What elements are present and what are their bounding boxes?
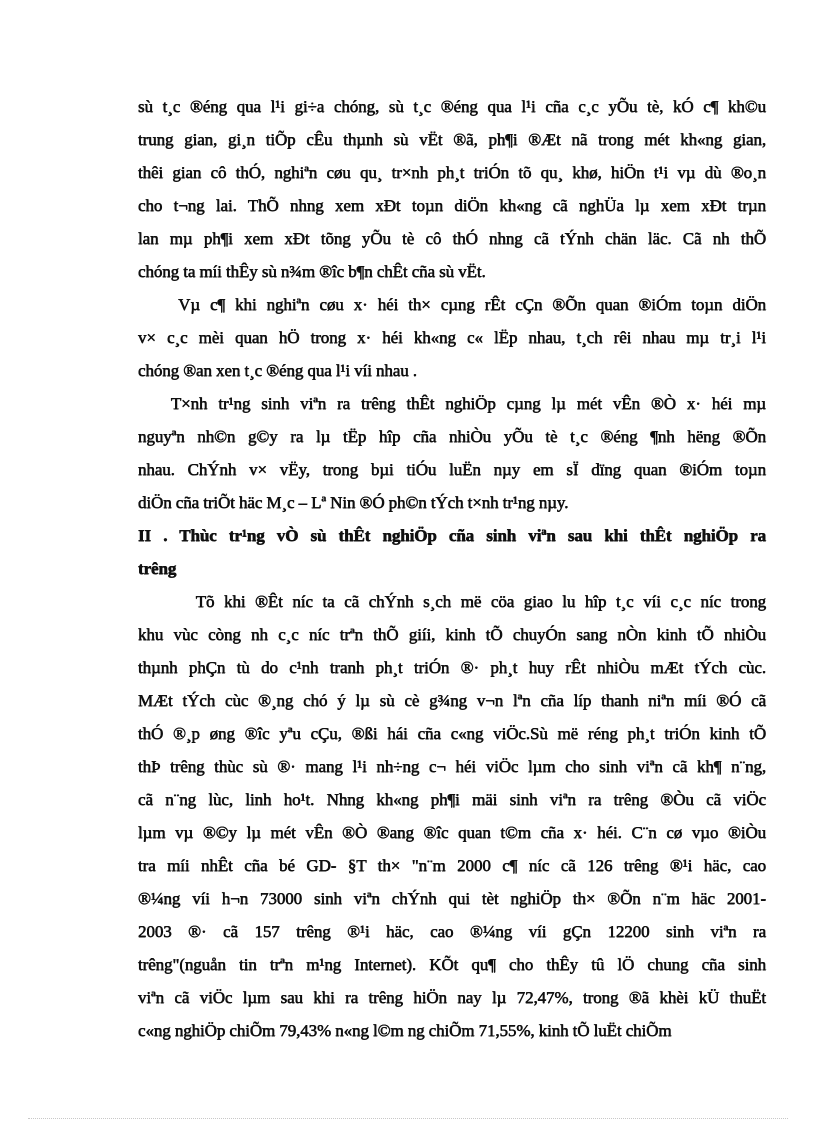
text-line: trêng [138,559,177,578]
text-line: MÆt tÝch cùc ®¸ng chó ý lµ sù cè g¾ng v¬n lªn cña líp thanh niªn míi ®Ó cã [138,691,766,710]
text-line: nhau. ChÝnh v× vËy, trong bµi tiÓu luËn nµy em sÏ dïng quan ®iÓm toµn [138,460,766,479]
text-line: diÖn cña triÕt häc M¸c – Lª Nin ®Ó ph©n tÝch t×nh tr¹ng nµy. [138,493,569,512]
text-line: viªn cã viÖc lµm sau khi ra trêng hiÖn nay lµ 72,47%, trong ®ã khèi kÜ thuËt [138,988,766,1007]
text-line: cho t¬ng lai. ThÕ nhng xem xÐt toµn diÖn kh«ng cã nghÜa lµ xem xÐt trµn [138,196,766,215]
text-line: lan mµ ph¶i xem xÐt tõng yÕu tè cô thÓ nhng cã tÝnh chän läc. Cã nh thÕ [138,229,766,248]
text-line: Tõ khi ®Êt níc ta cã chÝnh s¸ch më cöa giao lu hîp t¸c víi c¸c níc trong [138,592,766,611]
text-line: sù t¸c ®éng qua l¹i gi÷a chóng, sù t¸c ®éng qua l¹i cña c¸c yÕu tè, kÓ c¶ kh©u [138,97,766,116]
page-bottom-rule [28,1118,788,1119]
text-line: thµnh phÇn tù do c¹nh tranh ph¸t triÓn ®· ph¸t huy rÊt nhiÒu mÆt tÝch cùc. [138,658,766,677]
paragraph [138,585,766,1047]
text-line: T×nh tr¹ng sinh viªn ra trêng thÊt nghiÖp cµng lµ mét vÊn ®Ò x· héi mµ [138,394,766,413]
text-line: 2003 ®· cã 157 trêng ®¹i häc, cao ®¼ng víi gÇn 12200 sinh viªn ra [138,922,766,941]
text-line: cã n¨ng lùc, linh ho¹t. Nhng kh«ng ph¶i mäi sinh viªn ra trêng ®Òu cã viÖc [138,790,766,809]
paragraph [138,90,766,288]
text-line: nguyªn nh©n g©y ra lµ tËp hîp cña nhiÒu yÕu tè t¸c ®éng ¶nh hëng ®Õn [138,427,766,446]
text-line: Vµ c¶ khi nghiªn cøu x· héi th× cµng rÊt cÇn ®Õn quan ®iÓm toµn diÖn [138,295,766,314]
paragraph [138,387,766,519]
text-line: v× c¸c mèi quan hÖ trong x· héi kh«ng c« lËp nhau, t¸ch rêi nhau mµ tr¸i l¹i [138,328,766,347]
text-line: chóng ta míi thÊy sù n¾m ®îc b¶n chÊt cña sù vËt. [138,262,486,281]
text-line: ®¼ng víi h¬n 73000 sinh viªn chÝnh qui tèt nghiÖp th× ®Õn n¨m häc 2001- [138,889,766,908]
text-line: khu vùc còng nh c¸c níc trªn thÕ giíi, kinh tÕ chuyÓn sang nÒn kinh tÕ nhiÒu [138,625,766,644]
section-heading [138,519,766,585]
text-line: thêi gian cô thÓ, nghiªn cøu qu¸ tr×nh ph¸t triÓn tõ qu¸ khø, hiÖn t¹i vµ dù ®o¸n [138,163,766,182]
paragraph [138,288,766,387]
text-line: lµm vµ ®©y lµ mét vÊn ®Ò ®ang ®îc quan t©m cña x· héi. C¨n cø vµo ®iÒu [138,823,766,842]
text-line: chóng ®an xen t¸c ®éng qua l¹i víi nhau . [138,361,417,380]
text-line: c«ng nghiÖp chiÕm 79,43% n«ng l©m ng chiÕm 71,55%, kinh tÕ luËt chiÕm [138,1021,672,1040]
text-line: tra míi nhÊt cña bé GD- §T th× "n¨m 2000 c¶ níc cã 126 trêng ®¹i häc, cao [138,856,766,875]
text-line: thÞ trêng thùc sù ®· mang l¹i nh÷ng c¬ héi viÖc lµm cho sinh viªn cã kh¶ n¨ng, [138,757,766,776]
text-line: trung gian, gi¸n tiÕp cÊu thµnh sù vËt ®ã, ph¶i ®Æt nã trong mét kh«ng gian, [138,130,766,149]
text-line: trêng"(nguån tin trªn m¹ng Internet). KÕt qu¶ cho thÊy tû lÖ chung cña sinh [138,955,766,974]
text-line: II . Thùc tr¹ng vÒ sù thÊt nghiÖp cña sinh viªn sau khi thÊt nghiÖp ra [138,526,766,545]
text-line: thÓ ®¸p øng ®îc yªu cÇu, ®ßi hái cña c«ng viÖc.Sù më réng ph¸t triÓn kinh tÕ [138,724,766,743]
document-body [138,90,766,1047]
